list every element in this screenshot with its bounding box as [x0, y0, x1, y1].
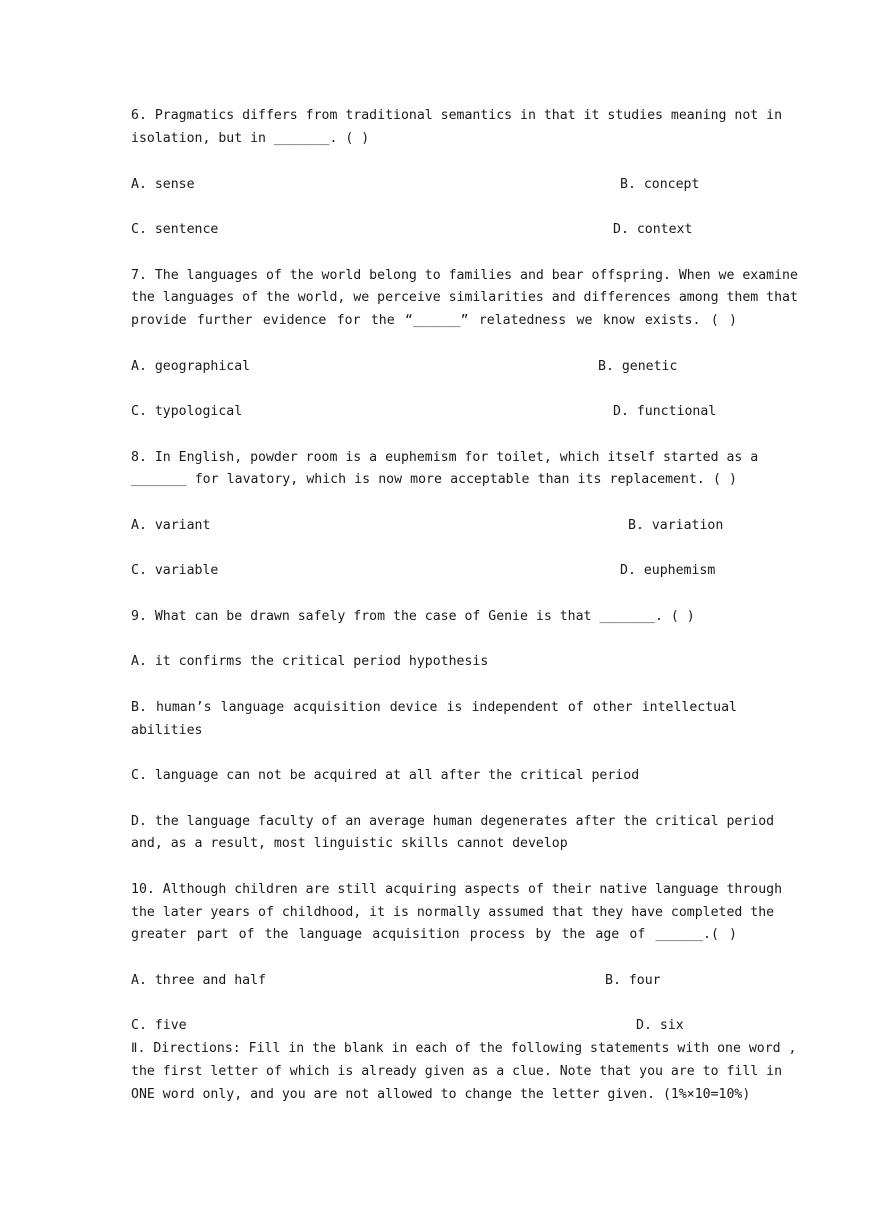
- question-10-option-c: C. five: [131, 1018, 187, 1033]
- question-7-stem-line-2: the languages of the world, we perceive similarities and differences among them that: [131, 290, 798, 305]
- question-7-stem-line-3: provide further evidence for the “______” relatedness we know exists. ( ): [131, 313, 737, 328]
- question-6-stem-line-1: 6. Pragmatics differs from traditional semantics in that it studies meaning not in: [131, 108, 783, 123]
- question-8-option-d: D. euphemism: [620, 563, 716, 578]
- question-10-option-b: B. four: [605, 973, 661, 988]
- question-9-stem: 9. What can be drawn safely from the case of Genie is that _______. ( ): [131, 609, 695, 624]
- question-6-option-a: A. sense: [131, 177, 195, 192]
- question-9-option-b-line-1: B. human’s language acquisition device is independent of other intellectual: [131, 700, 737, 715]
- question-8-option-a: A. variant: [131, 518, 211, 533]
- question-9-option-d-line-1: D. the language faculty of an average human degenerates after the critical period: [131, 814, 775, 829]
- question-10-stem-line-1: 10. Although children are still acquiring aspects of their native language through: [131, 882, 783, 897]
- section-2-directions-line-3: ONE word only, and you are not allowed to change the letter given. (1%×10=10%): [131, 1087, 751, 1102]
- question-9-option-b-line-2: abilities: [131, 723, 203, 738]
- section-2-directions-line-2: the first letter of which is already given as a clue. Note that you are to fill in: [131, 1064, 783, 1079]
- question-10-option-a: A. three and half: [131, 973, 266, 988]
- question-6-option-c: C. sentence: [131, 222, 219, 237]
- question-6-stem-line-2: isolation, but in _______. ( ): [131, 131, 370, 146]
- question-9-option-a: A. it confirms the critical period hypothesis: [131, 654, 489, 669]
- section-2-directions-line-1: Ⅱ. Directions: Fill in the blank in each of the following statements with one word ,: [131, 1041, 797, 1056]
- question-10-stem-line-2: the later years of childhood, it is normally assumed that they have completed the: [131, 905, 775, 920]
- question-9-option-d-line-2: and, as a result, most linguistic skills cannot develop: [131, 836, 568, 851]
- question-8-stem-line-1: 8. In English, powder room is a euphemism for toilet, which itself started as a: [131, 450, 759, 465]
- question-6-option-b: B. concept: [620, 177, 700, 192]
- question-8-stem-line-2: _______ for lavatory, which is now more acceptable than its replacement. ( ): [131, 472, 737, 487]
- question-10-option-d: D. six: [636, 1018, 684, 1033]
- question-7-option-c: C. typological: [131, 404, 243, 419]
- question-7-option-a: A. geographical: [131, 359, 251, 374]
- question-10-stem-line-3: greater part of the language acquisition process by the age of ______.( ): [131, 927, 737, 942]
- question-8-option-b: B. variation: [628, 518, 724, 533]
- question-6-option-d: D. context: [613, 222, 693, 237]
- question-7-option-b: B. genetic: [598, 359, 678, 374]
- question-9-option-c: C. language can not be acquired at all after the critical period: [131, 768, 640, 783]
- question-7-option-d: D. functional: [613, 404, 717, 419]
- question-7-stem-line-1: 7. The languages of the world belong to families and bear offspring. When we examine: [131, 268, 798, 283]
- question-8-option-c: C. variable: [131, 563, 219, 578]
